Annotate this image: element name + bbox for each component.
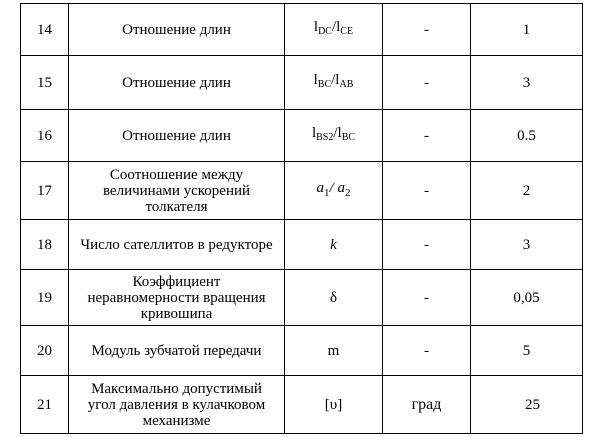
parameter-value: 0.5: [471, 110, 583, 162]
parameter-unit: град: [383, 376, 471, 434]
name-line: толкателя: [145, 198, 208, 215]
parameter-unit: -: [383, 56, 471, 110]
table-row-18: [21, 220, 583, 270]
parameter-symbol: $l_{BS2}/l_{BC}$: [285, 110, 383, 162]
table-row-16: [21, 110, 583, 162]
parameter-symbol: $l_{BC}/l_{AB}$: [285, 56, 383, 110]
parameter-value: 0,05: [471, 270, 583, 326]
parameter-value: 1: [471, 4, 583, 56]
parameter-symbol: k: [285, 220, 383, 270]
parameter-name: Отношение длин: [69, 56, 285, 110]
row-number: 19: [21, 270, 69, 326]
row-number: 15: [21, 56, 69, 110]
parameter-symbol: $a_1/$ $a_2$: [285, 162, 383, 220]
parameter-symbol: m: [285, 326, 383, 376]
parameter-unit: -: [383, 220, 471, 270]
parameter-value: 3: [471, 220, 583, 270]
parameter-symbol: $l_{DC}/l_{CE}$: [285, 4, 383, 56]
table-row-19: [21, 270, 583, 326]
parameter-unit: -: [383, 162, 471, 220]
name-line: величинами ускорений: [102, 182, 251, 199]
parameter-value: 3: [471, 56, 583, 110]
name-line: неравномерности вращения: [87, 289, 266, 306]
parameter-name: [69, 376, 285, 434]
row-number: 16: [21, 110, 69, 162]
table-row-20: [21, 326, 583, 376]
parameter-name: Модуль зубчатой передачи: [69, 326, 285, 376]
parameter-name: [69, 270, 285, 326]
table-row-14: [21, 4, 583, 56]
parameters-table: [20, 3, 583, 434]
row-number: 14: [21, 4, 69, 56]
table-row-17: [21, 162, 583, 220]
parameter-name: Отношение длин: [69, 110, 285, 162]
name-line: угол давления в кулачковом: [87, 396, 266, 413]
parameter-unit: -: [383, 4, 471, 56]
parameter-name: Отношение длин: [69, 4, 285, 56]
table-row-21: [21, 376, 583, 434]
parameter-value: 25: [471, 376, 583, 434]
name-line: Максимально допустимый: [91, 380, 262, 397]
table-row-15: [21, 56, 583, 110]
row-number: 20: [21, 326, 69, 376]
parameter-value: 2: [471, 162, 583, 220]
name-line: механизме: [142, 412, 211, 429]
parameter-name: Число сателлитов в редукторе: [69, 220, 285, 270]
parameter-unit: -: [383, 326, 471, 376]
row-number: 17: [21, 162, 69, 220]
parameter-symbol: [υ]: [285, 376, 383, 434]
name-line: кривошипа: [140, 305, 213, 322]
parameter-symbol: δ: [285, 270, 383, 326]
name-line: Соотношение между: [109, 166, 244, 183]
row-number: 18: [21, 220, 69, 270]
parameter-unit: -: [383, 110, 471, 162]
parameter-name: [69, 162, 285, 220]
parameter-value: 5: [471, 326, 583, 376]
row-number: 21: [21, 376, 69, 434]
parameter-unit: -: [383, 270, 471, 326]
name-line: Коэффициент: [132, 273, 221, 290]
